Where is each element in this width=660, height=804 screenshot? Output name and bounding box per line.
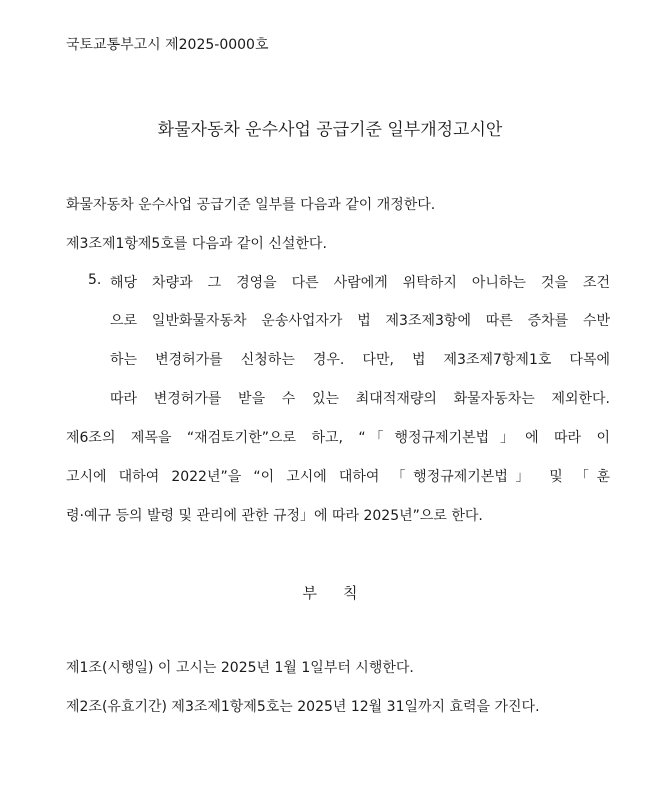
amendment-line: 령·예규 등의 발령 및 관리에 관한 규정」에 따라 2025년”으로 한다. bbox=[66, 508, 483, 524]
amendment-line: 고시에 대하여 2022년”을 “이 고시에 대하여 「행정규제기본법」 및 「훈 bbox=[66, 469, 610, 485]
supplementary-title: 부칙 bbox=[302, 584, 384, 602]
supplementary-article: 제1조(시행일) 이 고시는 2025년 1월 1일부터 시행한다. bbox=[66, 660, 414, 676]
supplementary-article: 제2조(유효기간) 제3조제1항제5호는 2025년 12월 31일까지 효력을 가진다. bbox=[66, 699, 540, 715]
document-title: 화물자동차 운수사업 공급기준 일부개정고시안 bbox=[157, 120, 503, 140]
item-line: 해당 차량과 그 경영을 다른 사람에게 위탁하지 아니하는 것을 조건 bbox=[110, 275, 610, 291]
notice-number: 국토교통부고시 제2025-0000호 bbox=[66, 37, 269, 53]
new-clause-intro: 제3조제1항제5호를 다음과 같이 신설한다. bbox=[66, 236, 327, 252]
item-line: 하는 변경허가를 신청하는 경우. 다만, 법 제3조제7항제1호 다목에 bbox=[110, 352, 610, 368]
intro-paragraph: 화물자동차 운수사업 공급기준 일부를 다음과 같이 개정한다. bbox=[66, 197, 436, 213]
amendment-line: 제6조의 제목을 “재검토기한”으로 하고, “「행정규제기본법」에 따라 이 bbox=[66, 430, 610, 446]
item-number: 5. bbox=[88, 272, 102, 288]
item-line: 으로 일반화물자동차 운송사업자가 법 제3조제3항에 따른 증차를 수반 bbox=[110, 313, 610, 329]
item-line: 따라 변경허가를 받을 수 있는 최대적재량의 화물자동차는 제외한다. bbox=[110, 391, 610, 407]
